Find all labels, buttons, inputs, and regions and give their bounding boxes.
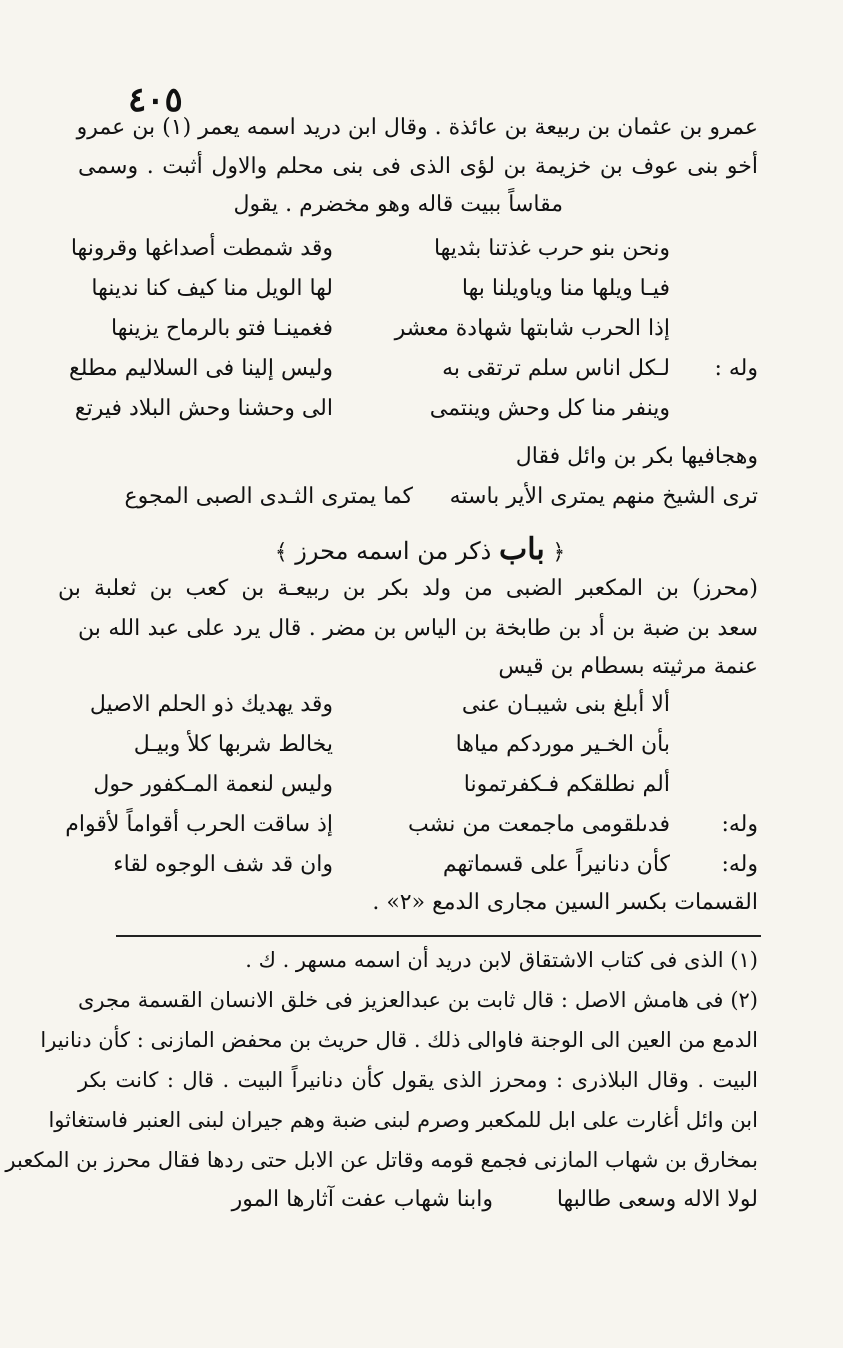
prose-line: وهجافيها بكر بن وائل فقال	[515, 444, 758, 469]
footnote-divider	[116, 935, 761, 937]
verse-hemistich-first: وينفر منا كل وحش وينتمى	[429, 396, 670, 421]
verse-row	[78, 772, 758, 802]
verse-hemistich-second: الى وحشنا وحش البلاد فيرتع	[74, 396, 333, 421]
footnote-line: بمخارق بن شهاب المازنى فجمع قومه وقاتل عن الابل حتى ردها فقال محرز بن المكعبر	[5, 1148, 758, 1172]
prose-line: (محرز) بن المكعبر الضبى من ولد بكر بن ربيعـة بن كعب بن ثعلبة بن	[58, 576, 758, 601]
verse-row	[65, 812, 758, 842]
verse-row	[68, 356, 758, 386]
page-number: ٤٠٥	[128, 80, 183, 120]
verse-label: وله:	[721, 852, 758, 877]
heading-ornament: ﴿	[552, 540, 566, 565]
verse-hemistich-first: ألا أبلغ بنى شيبـان عنى	[461, 692, 670, 717]
verse-hemistich-first: ترى الشيخ منهم يمترى الأير باسته	[449, 484, 758, 509]
verse-hemistich-first: فدىلقومى ماجمعت من نشب	[408, 812, 670, 837]
footnote-verse-row	[78, 1187, 758, 1217]
verse-hemistich-second: كما يمترى الثـدى الصبى المجوع	[124, 484, 413, 509]
verse-row	[78, 276, 758, 306]
verse-hemistich-first: بأن الخـير موردكم مياها	[455, 732, 670, 757]
verse-row	[70, 236, 758, 266]
verse-hemistich-second: لها الويل منا كيف كنا ندينها	[91, 276, 333, 301]
verse-hemistich-second: وابنا شهاب عفت آثارها المور	[231, 1187, 493, 1212]
heading-bab: باب	[498, 532, 545, 567]
heading-text: ذكر من اسمه محرز	[295, 537, 492, 565]
chapter-heading	[255, 532, 585, 567]
verse-label: وله :	[714, 356, 758, 381]
heading-ornament: ﴾	[274, 540, 288, 565]
prose-line: عنمة مرثيته بسطام بن قيس	[498, 654, 758, 679]
verse-hemistich-second: وليس لنعمة المـكفور حول	[93, 772, 333, 797]
verse-hemistich-first: كأن دنانيراً على قسماتهم	[442, 852, 670, 877]
verse-row	[78, 692, 758, 722]
verse-hemistich-second: وليس إلينا فى السلاليم مطلع	[68, 356, 333, 381]
verse-hemistich-second: وان قد شف الوجوه لقاء	[113, 852, 333, 877]
footnote-line: ابن وائل أغارت على ابل للمكعبر وصرم لبنى ضبة وهم جيران لبنى العنبر فاستغاثوا	[48, 1108, 758, 1132]
footnote-line: البيت . وقال البلاذرى : ومحرز الذى يقول كأن دنانيراً البيت . قال : كانت بكر	[78, 1068, 758, 1092]
verse-hemistich-second: وقد يهديك ذو الحلم الاصيل	[89, 692, 333, 717]
prose-line: عمرو بن عثمان بن ربيعة بن عائذة . وقال ابن دريد اسمه يعمر (١) بن عمرو	[76, 115, 758, 140]
prose-line: القسمات بكسر السين مجارى الدمع «٢» .	[372, 890, 758, 915]
verse-row	[78, 852, 758, 882]
prose-line: أخو بنى عوف بن خزيمة بن لؤى الذى فى بنى محلم والاول أثبت . وسمى	[78, 154, 758, 179]
prose-line: سعد بن ضبة بن أد بن طابخة بن الياس بن مضر . قال يرد على عبد الله بن	[78, 616, 758, 641]
footnote-line: الدمع من العين الى الوجنة فاوالى ذلك . قال حريث بن محفض المازنى : كأن دنانيرا	[40, 1028, 758, 1052]
prose-line: مقاساً ببيت قاله وهو مخضرم . يقول	[233, 192, 563, 217]
verse-hemistich-first: ألم نطلقكم فـكفرتمونا	[463, 772, 670, 797]
footnote-line: (١) الذى فى كتاب الاشتقاق لابن دريد أن اسمه مسهر . ك .	[245, 948, 758, 972]
verse-hemistich-second: فغمينـا فتو بالرماح يزينها	[111, 316, 333, 341]
verse-row	[74, 396, 758, 426]
verse-row	[78, 732, 758, 762]
footnote-line: (٢) فى هامش الاصل : قال ثابت بن عبدالعزيز فى خلق الانسان القسمة مجرى	[78, 988, 758, 1012]
verse-hemistich-second: يخالط شربها كلأ وبيـل	[133, 732, 333, 757]
verse-row	[78, 484, 758, 514]
verse-hemistich-second: وقد شمطت أصداغها وقرونها	[70, 236, 333, 261]
verse-row	[78, 316, 758, 346]
verse-hemistich-first: لولا الاله وسعى طالبها	[556, 1187, 758, 1212]
verse-hemistich-first: لـكل اناس سلم ترتقى به	[442, 356, 670, 381]
verse-hemistich-first: فيـا ويلها منا وياويلنا بها	[461, 276, 670, 301]
verse-hemistich-second: إذ ساقت الحرب أقواماً لأقوام	[65, 812, 333, 837]
verse-label: وله:	[721, 812, 758, 837]
verse-hemistich-first: إذا الحرب شابتها شهادة معشر	[394, 316, 670, 341]
verse-hemistich-first: ونحن بنو حرب غذتنا بثديها	[433, 236, 670, 261]
